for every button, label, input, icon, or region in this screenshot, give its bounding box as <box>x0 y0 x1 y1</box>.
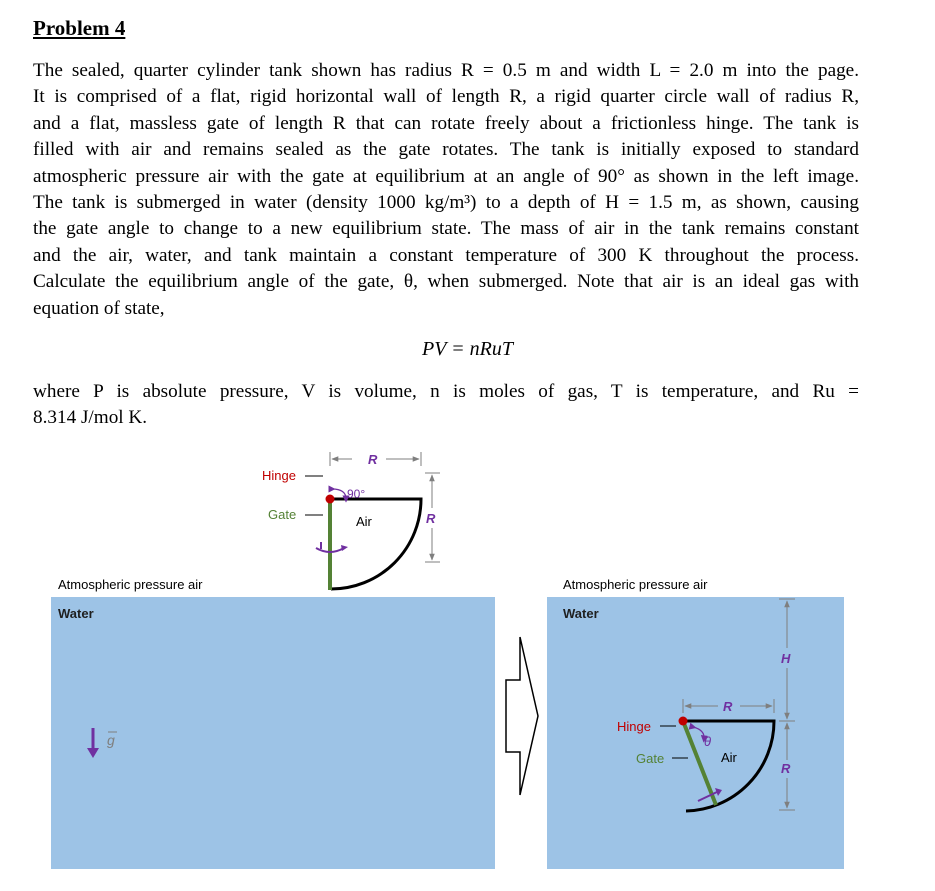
definition-line: 8.314 J/mol K. <box>33 407 148 429</box>
variable-definitions <box>33 379 859 432</box>
statement-line: It is comprised of a flat, rigid horizontal wall of length R, a rigid quarter circle wall of radius R, <box>33 86 859 108</box>
rotation-arrowhead <box>341 545 348 551</box>
water-region <box>51 597 495 869</box>
water-label: Water <box>58 606 94 621</box>
water-label: Water <box>563 606 599 621</box>
angle-label: 90° <box>347 487 366 501</box>
hinge-label: Hinge <box>262 468 296 483</box>
definition-line: where P is absolute pressure, V is volume, n is moles of gas, T is temperature, and Ru = <box>33 381 859 402</box>
statement-line: the gate angle to change to a new equilibrium state. The mass of air in the tank remains constant <box>33 218 859 240</box>
statement-line: and the air, water, and tank maintain a constant temperature of 300 K throughout the process. <box>33 244 859 266</box>
statement-line: The sealed, quarter cylinder tank shown has radius R = 0.5 m and width L = 2.0 m into the page. <box>33 60 859 81</box>
depth-label: H <box>781 651 791 666</box>
radius-top-label: R <box>368 452 378 467</box>
hinge-point <box>326 495 335 504</box>
ideal-gas-equation: PV = nRuT <box>422 338 513 360</box>
statement-line: The tank is submerged in water (density 1000 kg/m³) to a depth of H = 1.5 m, as shown, causing <box>33 192 859 214</box>
problem-statement <box>33 58 859 322</box>
statement-line: Calculate the equilibrium angle of the gate, θ, when submerged. Note that air is an ideal gas with <box>33 271 859 293</box>
initial-state-panel <box>51 452 495 869</box>
gravity-label: g <box>107 732 115 748</box>
air-label: Air <box>356 514 372 529</box>
radius-top-label: R <box>723 699 733 714</box>
atmosphere-label: Atmospheric pressure air <box>563 577 708 592</box>
statement-line: and a flat, massless gate of length R that can rotate freely about a frictionless hinge. The tank is <box>33 112 859 134</box>
atmosphere-label: Atmospheric pressure air <box>58 577 203 592</box>
radius-side-label: R <box>781 761 791 776</box>
submerged-state-panel <box>547 577 844 869</box>
gate-label: Gate <box>268 507 297 522</box>
transition-arrow <box>506 637 538 795</box>
statement-line: atmospheric pressure air with the gate at equilibrium at an angle of 90° as shown in the left image. <box>33 165 859 187</box>
water-region <box>547 597 844 869</box>
quarter-circle-wall <box>330 499 421 589</box>
radius-side-label: R <box>426 511 436 526</box>
statement-line: equation of state, <box>33 297 165 319</box>
hinge-label: Hinge <box>617 719 651 734</box>
statement-line: filled with air and remains sealed as the gate rotates. The tank is initially exposed to standard <box>33 139 859 161</box>
air-label: Air <box>721 750 737 765</box>
gate-label: Gate <box>636 751 665 766</box>
angle-label: θ <box>704 734 712 749</box>
problem-title: Problem 4 <box>33 16 126 40</box>
hinge-point <box>679 717 688 726</box>
tank-figure <box>0 440 935 891</box>
